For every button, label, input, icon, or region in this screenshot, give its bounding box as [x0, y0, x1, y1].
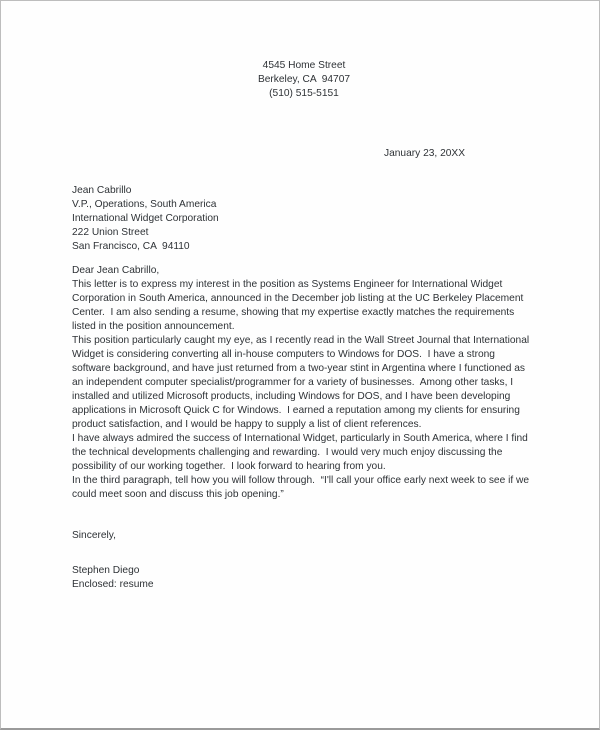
- recipient-address-block: [72, 184, 536, 254]
- body-paragraph-3: I have always admired the success of International Widget, particularly in South America, where I find the technical developments challenging and rewarding. I would very much enjoy discussing the possibility of our working together. I look forward to hearing from you.: [72, 433, 531, 472]
- body-paragraph-4: In the third paragraph, tell how you will follow through. “I'll call your office early next week to see if we could meet soon and discuss this job opening.”: [72, 475, 532, 500]
- recipient-city-state-zip: San Francisco, CA 94110: [72, 241, 190, 252]
- sender-phone: (510) 515-5151: [269, 88, 339, 99]
- recipient-company: International Widget Corporation: [72, 213, 219, 224]
- body-paragraph-1: This letter is to express my interest in the position as Systems Engineer for International Widget Corporation in South America, announced in the December job listing at the UC Berkeley Placement Center. I am also sending a resume, showing that my expertise exactly matches the requirements listed in the position announcement.: [72, 279, 527, 332]
- sender-street: 4545 Home Street: [262, 60, 346, 71]
- salutation: Dear Jean Cabrillo,: [72, 265, 160, 276]
- recipient-name: Jean Cabrillo: [72, 185, 132, 196]
- enclosure-note: Enclosed: resume: [72, 579, 154, 590]
- sender-city-state-zip: Berkeley, CA 94707: [257, 74, 351, 85]
- letter-date: January 23, 20XX: [384, 148, 465, 159]
- closing-salutation: Sincerely,: [72, 530, 116, 541]
- recipient-street: 222 Union Street: [72, 227, 149, 238]
- recipient-title: V.P., Operations, South America: [72, 199, 217, 210]
- sender-address-block: [72, 59, 536, 101]
- body-paragraph-2: This position particularly caught my eye, as I recently read in the Wall Street Journal that International Widget is considering converting all in-house computers to Windows for DOS. I have a strong software background, and have just returned from a two-year stint in Argentina where I functioned as an independent computer specialist/programmer for a variety of businesses. Among other tasks, I installed and utilized Microsoft products, including Windows for DOS, and I have been developing applications in Microsoft Quick C for Windows. I earned a reputation among my clients for ensuring product satisfaction, and I would be happy to supply a list of client references.: [72, 335, 532, 430]
- signature-name: Stephen Diego: [72, 565, 140, 576]
